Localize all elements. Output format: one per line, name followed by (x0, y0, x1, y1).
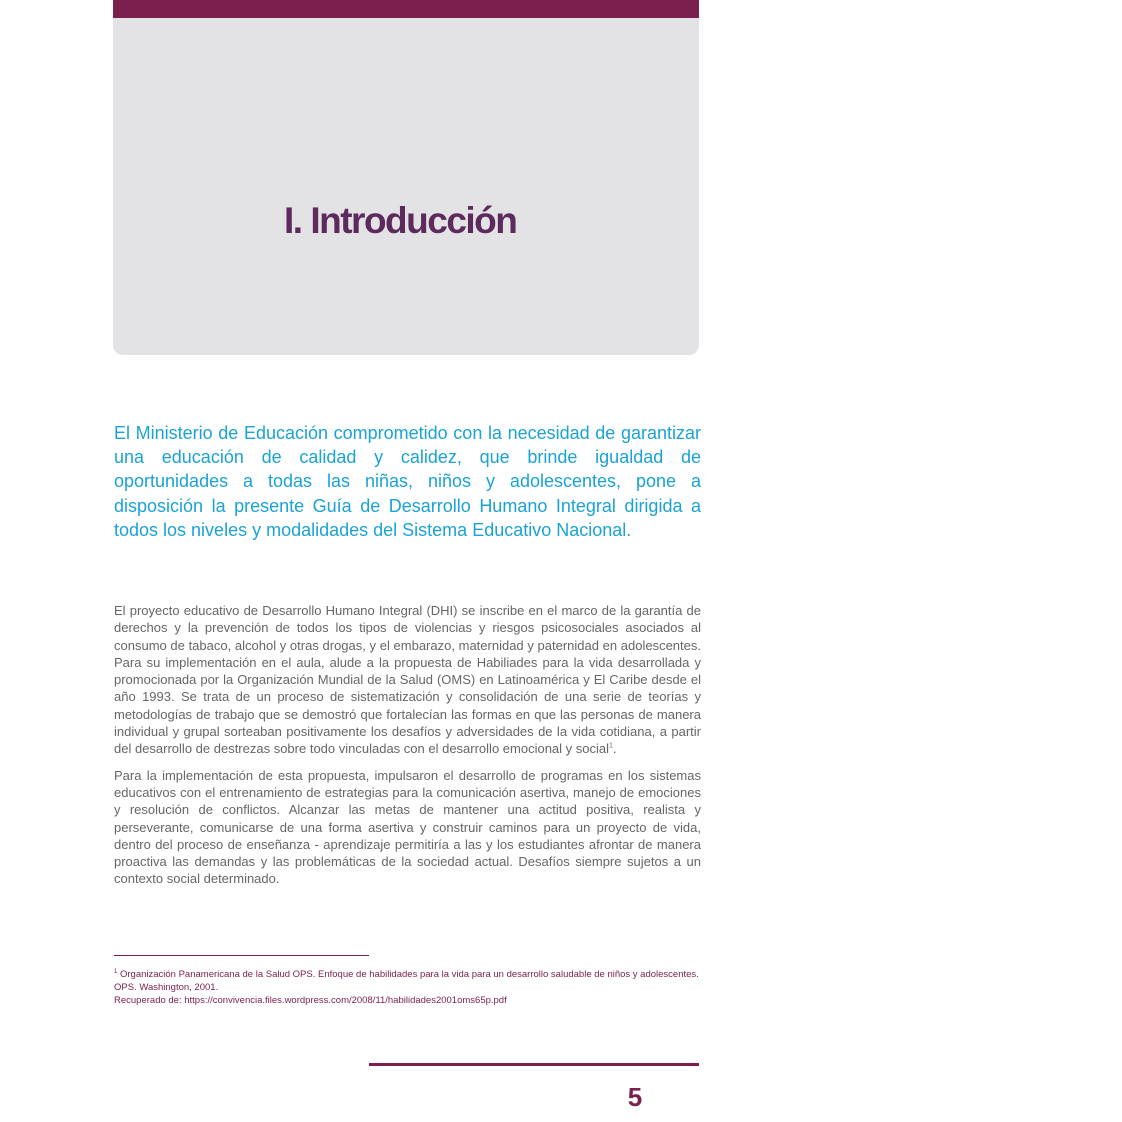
footnote-retrieved[interactable]: Recuperado de: https://convivencia.files.wordpress.com/2008/11/habilidades2001oms65p.pdf (114, 995, 507, 1006)
footnote-citation (114, 968, 701, 994)
footnote-citation-text: Organización Panamericana de la Salud OPS. Enfoque de habilidades para la vida para un desarrollo saludable de niños y adolescentes. OPS. Washington, 2001. (114, 969, 699, 993)
body-paragraph-1-end: . (612, 741, 617, 757)
footnote-reference[interactable]: 1 (609, 743, 613, 751)
footnote-divider (114, 955, 369, 956)
body-paragraph-1 (114, 602, 701, 758)
page-number: 5 (627, 1082, 643, 1112)
header-accent-bar (113, 0, 699, 18)
body-paragraph-2: Para la implementación de esta propuesta, impulsaron el desarrollo de programas en los sistemas educativos con el entrenamiento de estrategias para la comunicación asertiva, manejo de emociones y resolución de conflictos. Alcanzar las metas de mantener una actitud positiva, realista y perseverante, comunicarse de una forma asertiva y construir caminos para un proyecto de vida, dentro del proceso de enseñanza - aprendizaje permitiría a las y los estudiantes afrontar de manera proactiva las demandas y las problemáticas de la sociedad actual. Desafíos siempre sujetos a un contexto social determinado. (114, 767, 701, 887)
body-paragraph-1-text: El proyecto educativo de Desarrollo Humano Integral (DHI) se inscribe en el marco de la garantía de derechos y la prevención de todos los tipos de violencias y riesgos psicosociales asociados al consumo de tabaco, alcohol y otras drogas, y el embarazo, maternidad y paternidad en adolescentes. Para su implementación en el aula, alude a la propuesta de Habiliades para la vida desarrollada y promocionada por la Organización Mundial de la Salud (OMS) en Latinoamérica y El Caribe desde el año 1993. Se trata de un proceso de sistematización y consolidación de una serie de teorías y metodologías de trabajo que se demostró que fortalecían las formas en que las personas de manera individual y grupal sorteaban positivamente los desafíos y adversidades de la vida cotidiana, a partir del desarrollo de destrezas sobre todo vinculadas con el desarrollo emocional y social (114, 603, 701, 757)
chapter-title: I. Introducción (284, 200, 517, 241)
lead-paragraph: El Ministerio de Educación comprometido con la necesidad de garantizar una educación de calidad y calidez, que brinde igualdad de oportunidades a todas las niñas, niños y adolescentes, pone a disposición la presente Guía de Desarrollo Humano Integral dirigida a todos los niveles y modalidades del Sistema Educativo Nacional. (114, 423, 701, 540)
chapter-title-panel (113, 18, 699, 355)
footnote (114, 968, 701, 1007)
footnote-marker: 1 (114, 968, 118, 975)
footer-divider (369, 1063, 699, 1066)
body-text (114, 602, 701, 897)
